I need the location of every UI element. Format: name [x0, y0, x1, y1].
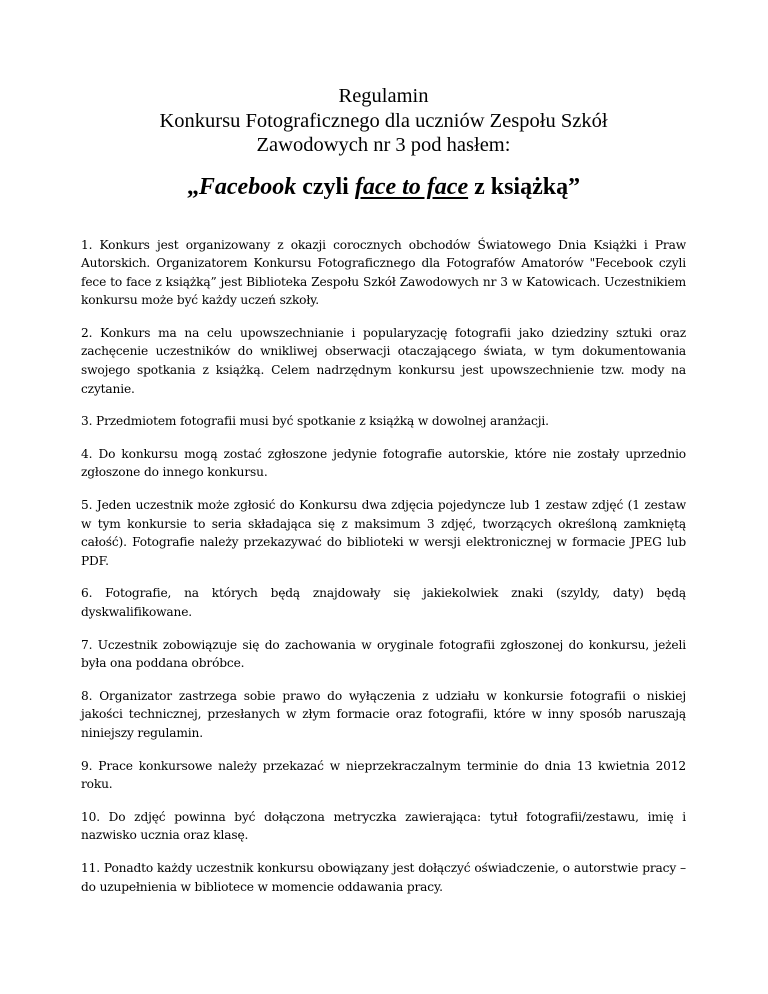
title-line-3: Zawodowych nr 3 pod hasłem:: [256, 134, 511, 156]
document-title: [81, 84, 686, 158]
rule-9: 9. Prace konkursowe należy przekazać w nieprzekraczalnym terminie do dnia 13 kwietnia 2012 roku.: [81, 758, 686, 792]
contest-slogan: [81, 172, 686, 202]
rule-4: 4. Do konkursu mogą zostać zgłoszone jedynie fotografie autorskie, które nie zostały uprzednio zgłoszone do innego konkursu.: [81, 446, 686, 480]
slogan-face-to-face: face to face: [354, 173, 469, 200]
rule-8: 8. Organizator zastrzega sobie prawo do wyłączenia z udziału w konkursie fotografii o niskiej jakości technicznej, przesłanych w złym formacie oraz fotografii, które w inny sposób naruszają niniejszy regulamin.: [81, 688, 686, 740]
rule-7: 7. Uczestnik zobowiązuje się do zachowania w oryginale fotografii zgłoszonej do konkursu, jeżeli była ona poddana obróbce.: [81, 637, 686, 671]
rules-list: [81, 236, 686, 897]
rule-3: 3. Przedmiotem fotografii musi być spotkanie z książką w dowolnej aranżacji.: [81, 414, 549, 429]
rule-11: 11. Ponadto każdy uczestnik konkursu obowiązany jest dołączyć oświadczenie, o autorstwie pracy – do uzupełnienia w bibliotece w momencie oddawania pracy.: [81, 860, 686, 894]
title-line-1: Regulamin: [338, 85, 429, 107]
rule-6: 6. Fotografie, na których będą znajdowały się jakiekolwiek znaki (szyldy, daty) będą dyskwalifikowane.: [81, 586, 686, 619]
slogan-open-quote: „: [186, 173, 199, 200]
rule-2: 2. Konkurs ma na celu upowszechnianie i popularyzację fotografii jako dziedziny sztuki oraz zachęcenie uczestników do wnikliwej obserwacji otaczającego świata, w tym dokumentowania swojego spotkania z książką. Celem nadrzędnym konkursu jest upowszechnienie tzw. mody na czytanie.: [81, 325, 686, 396]
slogan-tail: z książką”: [468, 173, 581, 200]
rule-10: 10. Do zdjęć powinna być dołączona metryczka zawierająca: tytuł fotografii/zestawu, imię i nazwisko ucznia oraz klasę.: [81, 809, 686, 843]
slogan-czyli: czyli: [296, 173, 355, 200]
title-line-2: Konkursu Fotograficznego dla uczniów Zespołu Szkół: [159, 109, 608, 132]
slogan-facebook: Facebook: [198, 173, 297, 200]
rule-1: 1. Konkurs jest organizowany z okazji corocznych obchodów Światowego Dnia Książki i Praw Autorskich. Organizatorem Konkursu Fotograficznego dla Fotografów Amatorów "Fecebook czyli fece to face z książką” jest Biblioteka Zespołu Szkół Zawodowych nr 3 w Katowicach. Uczestnikiem konkursu może być każdy uczeń szkoły.: [81, 237, 686, 308]
rule-5: 5. Jeden uczestnik może zgłosić do Konkursu dwa zdjęcia pojedyncze lub 1 zestaw zdjęć (1 zestaw w tym konkursie to seria składająca się z maksimum 3 zdjęć, tworzących określoną zamkniętą całość). Fotografie należy przekazywać do biblioteki w wersji elektronicznej w formacie JPEG lub PDF.: [81, 498, 686, 568]
